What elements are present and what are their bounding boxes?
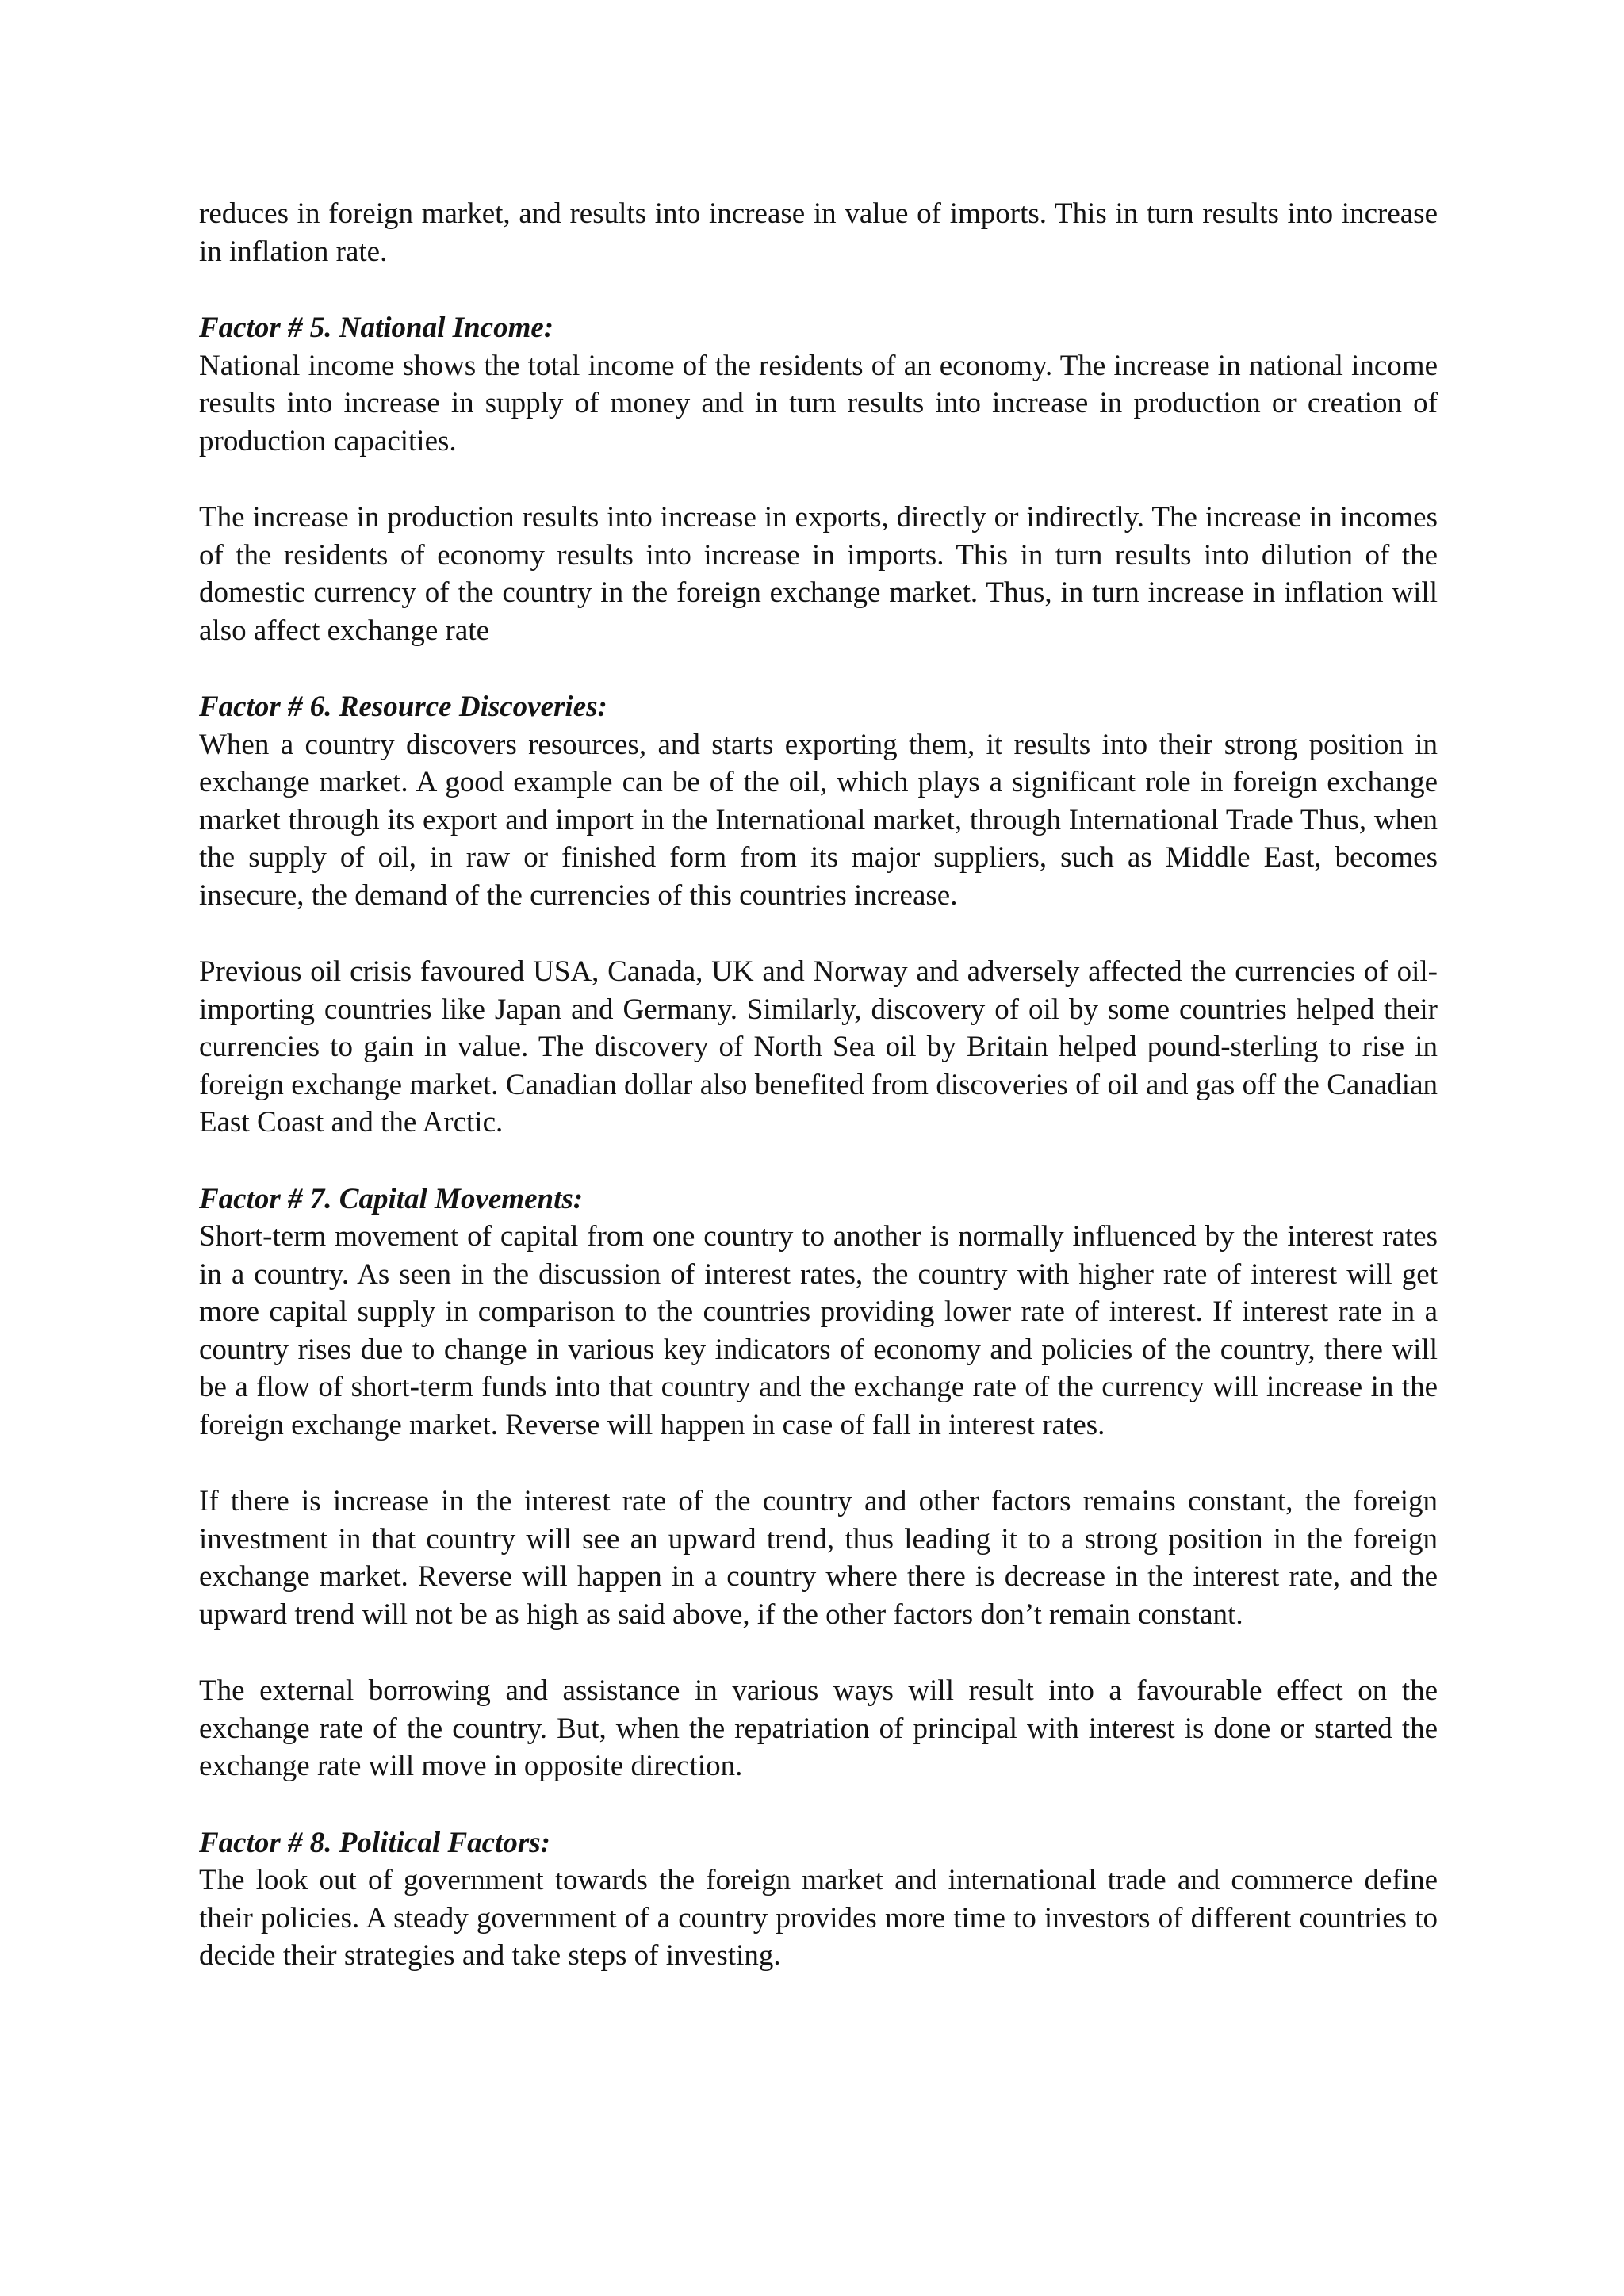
opening-paragraph: reduces in foreign market, and results into increase in value of imports. This in turn results into increase in inflation rate. [199,197,1438,268]
section-national-income [199,309,1438,649]
paragraph: The increase in production results into increase in exports, directly or indirectly. The increase in incomes of the residents of economy results into increase in imports. This in turn results into dilution of the domestic currency of the country in the foreign exchange market. Thus, in turn increase in inflation will also affect exchange rate [199,501,1438,647]
section-capital-movements [199,1181,1438,1785]
paragraph: National income shows the total income of the residents of an economy. The increase in national income results into increase in supply of money and in turn results into increase in production or creation of production capacities. [199,349,1438,457]
section-heading: Factor # 7. Capital Movements: [199,1182,584,1215]
paragraph: If there is increase in the interest rate of the country and other factors remains constant, the foreign investment in that country will see an upward trend, thus leading it to a strong position in the foreign exchange market. Reverse will happen in a country where there is decrease in the interest rate, and the upward trend will not be as high as said above, if the other factors don’t remain constant. [199,1485,1438,1631]
document-page [199,195,1438,1975]
paragraph: The external borrowing and assistance in various ways will result into a favourable effect on the exchange rate of the country. But, when the repatriation of principal with interest is done or started the exchange rate will move in opposite direction. [199,1674,1438,1782]
section-heading: Factor # 6. Resource Discoveries: [199,691,607,723]
paragraph: When a country discovers resources, and starts exporting them, it results into their strong position in exchange market. A good example can be of the oil, which plays a significant role in foreign exchange market through its export and import in the International market, through International Trade Thus, when the supply of oil, in raw or finished form from its major suppliers, such as Middle East, becomes insecure, the demand of the currencies of this countries increase. [199,728,1438,912]
paragraph: The look out of government towards the foreign market and international trade and commerce define their policies. A steady government of a country provides more time to investors of different countries to decide their strategies and take steps of investing. [199,1864,1438,1972]
section-heading: Factor # 5. National Income: [199,312,554,344]
paragraph: Short-term movement of capital from one country to another is normally influenced by the interest rates in a country. As seen in the discussion of interest rates, the country with higher rate of interest will get more capital supply in comparison to the countries providing lower rate of interest. If interest rate in a country rises due to change in various key indicators of economy and policies of the country, there will be a flow of short-term funds into that country and the exchange rate of the currency will increase in the foreign exchange market. Reverse will happen in case of fall in interest rates. [199,1220,1438,1441]
section-resource-discoveries [199,688,1438,1142]
section-heading: Factor # 8. Political Factors: [199,1826,550,1859]
section-political-factors [199,1824,1438,1975]
paragraph: Previous oil crisis favoured USA, Canada, UK and Norway and adversely affected the currencies of oil-importing countries like Japan and Germany. Similarly, discovery of oil by some countries helped their currencies to gain in value. The discovery of North Sea oil by Britain helped pound-sterling to rise in foreign exchange market. Canadian dollar also benefited from discoveries of oil and gas off the Canadian East Coast and the Arctic. [199,955,1438,1138]
